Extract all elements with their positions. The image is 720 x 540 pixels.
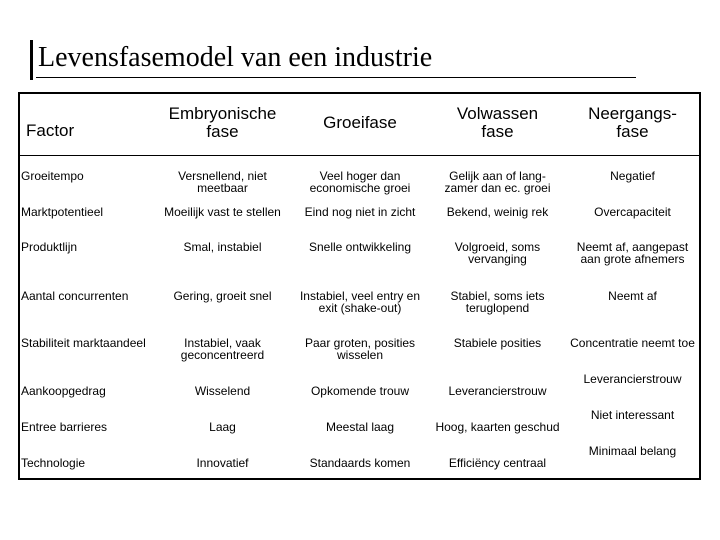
cell-neergang: Neemt af, aangepast	[576, 240, 689, 254]
header-divider	[20, 155, 699, 156]
cell-embryo: Innovatief	[196, 456, 249, 470]
cell-neergang: Neemt af	[608, 289, 657, 303]
header-neergang-line1: Neergangs-	[588, 104, 677, 123]
factor-groeitempo: Groeitempo	[21, 169, 84, 183]
cell-embryo: Wisselend	[194, 384, 251, 398]
cell-neergang: Negatief	[610, 169, 655, 183]
cell-groei: Instabiel, veel entry en	[299, 289, 421, 303]
header-embryo-line2: fase	[206, 122, 239, 141]
cell-neergang: aan grote afnemers	[580, 252, 685, 266]
cell-embryo: Moeilijk vast te stellen	[164, 205, 281, 219]
header-volwassen-line1: Volwassen	[456, 104, 539, 123]
header-neergang-line2: fase	[616, 122, 649, 141]
cell-embryo: Laag	[209, 420, 236, 434]
header-volwassen-line2: fase	[481, 122, 514, 141]
cell-groei: Standaards komen	[309, 456, 411, 470]
cell-groei: Opkomende trouw	[310, 384, 410, 398]
cell-volwassen: Stabiel, soms iets	[450, 289, 545, 303]
cell-groei: Paar groten, posities	[304, 336, 416, 350]
cell-groei: Meestal laag	[325, 420, 395, 434]
factor-aantal-concurrenten: Aantal concurrenten	[21, 289, 129, 303]
cell-groei: Veel hoger dan	[319, 169, 401, 183]
factor-marktpotentieel: Marktpotentieel	[21, 205, 104, 219]
cell-embryo: meetbaar	[197, 181, 248, 195]
title-accent-bar	[30, 40, 33, 80]
cell-groei: Snelle ontwikkeling	[308, 240, 412, 254]
cell-volwassen: Hoog, kaarten geschud	[435, 420, 560, 434]
cell-volwassen: Volgroeid, soms	[454, 240, 541, 254]
header-embryo-line1: Embryonische	[168, 104, 277, 123]
cell-neergang: Concentratie neemt toe	[570, 336, 695, 350]
factor-stabiliteit-marktaandeel: Stabiliteit marktaandeel	[21, 336, 146, 350]
cell-volwassen: vervanging	[468, 252, 527, 266]
cell-groei: Eind nog niet in zicht	[304, 205, 416, 219]
cell-volwassen: Bekend, weinig rek	[446, 205, 549, 219]
cell-neergang: Niet interessant	[590, 408, 675, 422]
factor-technologie: Technologie	[21, 456, 86, 470]
cell-volwassen: Stabiele posities	[453, 336, 542, 350]
cell-groei: economische groei	[309, 181, 411, 195]
cell-volwassen: zamer dan ec. groei	[444, 181, 551, 195]
cell-embryo: Versnellend, niet	[178, 169, 267, 183]
cell-volwassen: Efficiëncy centraal	[448, 456, 547, 470]
cell-embryo: Smal, instabiel	[183, 240, 262, 254]
cell-neergang: Leverancierstrouw	[583, 372, 682, 386]
cell-neergang: Overcapaciteit	[594, 205, 671, 219]
cell-volwassen: Leverancierstrouw	[448, 384, 547, 398]
cell-volwassen: Gelijk aan of lang-	[449, 169, 546, 183]
header-groei: Groeifase	[323, 113, 397, 132]
factor-aankoopgedrag: Aankoopgedrag	[21, 384, 106, 398]
factor-entree-barrieres: Entree barrieres	[21, 420, 108, 434]
cell-embryo: Gering, groeit snel	[173, 289, 272, 303]
cell-groei: wisselen	[336, 348, 384, 362]
cell-groei: exit (shake-out)	[318, 301, 402, 315]
page-title: Levensfasemodel van een industrie	[38, 42, 433, 73]
cell-neergang: Minimaal belang	[588, 444, 677, 458]
header-factor: Factor	[26, 121, 75, 140]
title-underline	[36, 77, 636, 78]
cell-embryo: geconcentreerd	[180, 348, 265, 362]
cell-embryo: Instabiel, vaak	[184, 336, 261, 350]
factor-produktlijn: Produktlijn	[21, 240, 78, 254]
cell-volwassen: teruglopend	[465, 301, 530, 315]
